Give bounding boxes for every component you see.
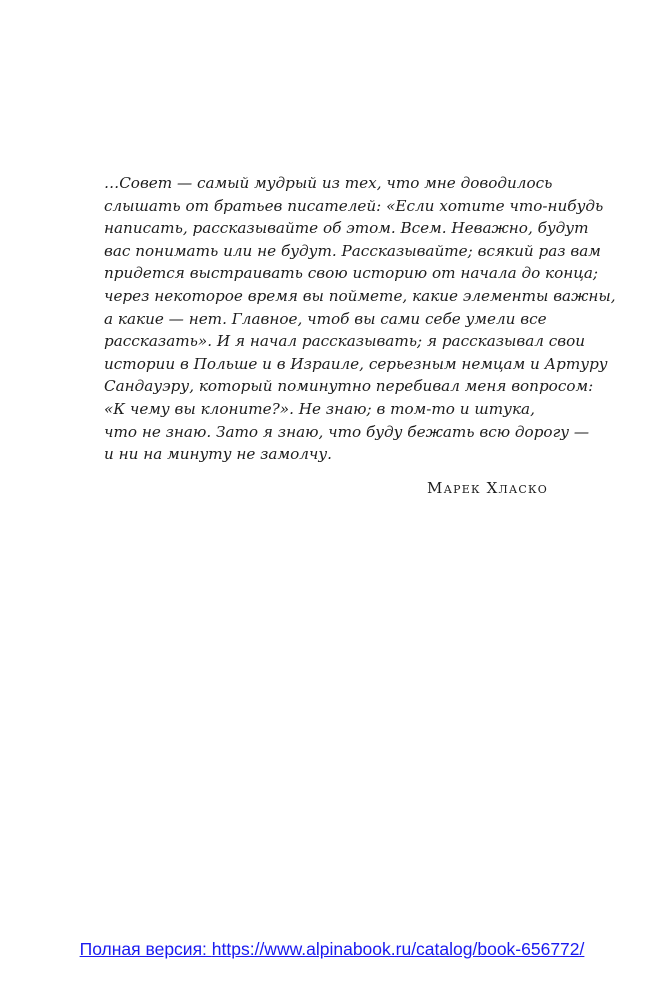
full-version-url: https://www.alpinabook.ru/catalog/book-656772/ [211, 939, 585, 959]
epigraph-line-7: а какие — нет. Главное, чтоб вы сами себе умели все [104, 309, 547, 328]
epigraph-line-9: истории в Польше и в Израиле, серьезным немцам и Артуру [104, 354, 608, 373]
full-version-link[interactable] [0, 939, 664, 960]
epigraph [104, 172, 616, 466]
epigraph-line-4: вас понимать или не будут. Рассказывайте; всякий раз вам [104, 241, 601, 260]
epigraph-line-8: рассказать». И я начал рассказывать; я рассказывал свои [104, 332, 586, 351]
epigraph-author: Марек Хласко [427, 479, 548, 497]
epigraph-line-10: Сандауэру, который поминутно перебивал меня вопросом: [104, 377, 594, 396]
epigraph-line-3: написать, рассказывайте об этом. Всем. Неважно, будут [104, 219, 589, 238]
full-version-label: Полная версия: [79, 939, 212, 959]
epigraph-line-2: слышать от братьев писателей: «Если хотите что-нибудь [104, 196, 604, 215]
epigraph-line-13: и ни на минуту не замолчу. [104, 445, 332, 464]
epigraph-line-5: придется выстраивать свою историю от начала до конца; [104, 264, 599, 283]
epigraph-line-11: «К чему вы клоните?». Не знаю; в том-то и штука, [104, 399, 535, 418]
epigraph-line-12: что не знаю. Зато я знаю, что буду бежать всю дорогу — [104, 422, 590, 441]
epigraph-text [104, 172, 616, 466]
epigraph-line-6: через некоторое время вы поймете, какие элементы важны, [104, 286, 616, 305]
epigraph-line-1: …Совет — самый мудрый из тех, что мне доводилось [104, 174, 553, 192]
